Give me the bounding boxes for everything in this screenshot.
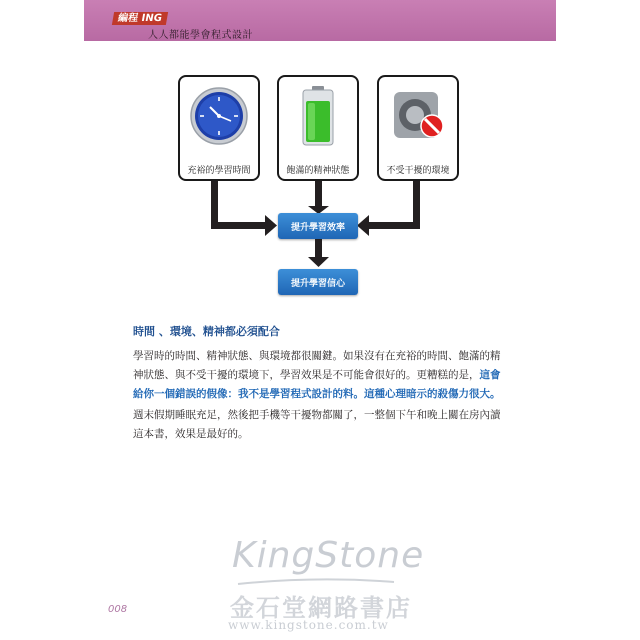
arrowhead-left	[357, 215, 369, 236]
arrow-left-down	[211, 181, 218, 228]
series-brand-tag: 編程 ING	[112, 12, 168, 25]
section-heading: 時間 、環境、精神都必須配合	[133, 325, 280, 338]
arrow-to-confidence	[315, 239, 322, 259]
paragraph-1-text: 學習時的時間、精神狀態、與環境都很關鍵。如果沒有在充裕的時間、飽滿的精神狀態、與不受干擾的環境下，學習效果是不可能會很好的。更糟糕的是，	[133, 350, 501, 381]
arrow-right-across	[368, 222, 420, 229]
arrow-right-down	[413, 181, 420, 228]
card-caption: 充裕的學習時間	[187, 166, 251, 176]
watermark-url: www.kingstone.com.tw	[228, 618, 389, 632]
page-number: 008	[108, 604, 128, 615]
paragraph-1	[133, 347, 509, 404]
arrow-left-across	[211, 222, 267, 229]
card-study-time	[178, 75, 260, 181]
box-improve-efficiency: 提升學習效率	[278, 213, 358, 239]
clock-icon	[188, 83, 250, 149]
watermark-logo: KingStone	[232, 535, 425, 576]
muted-speaker-icon	[387, 83, 449, 149]
paragraph-2: 週末假期睡眠充足，然後把手機等干擾物都關了，一整個下午和晚上關在房內讀這本書，效果是最好的。	[133, 409, 501, 440]
arrowhead-down-2	[308, 257, 329, 267]
book-title: 人人都能學會程式設計	[148, 30, 253, 41]
paragraph-1-highlight: 這會給你一個錯誤的假像：我不是學習程式設計的料。這種心理暗示的殺傷力很大。	[133, 369, 501, 400]
card-caption: 不受干擾的環境	[386, 166, 450, 176]
watermark-swoosh	[236, 578, 396, 586]
arrow-center-down	[315, 181, 322, 209]
card-energy	[277, 75, 359, 181]
watermark-store-name: 金石堂網路書店	[230, 593, 412, 622]
card-caption: 飽滿的精神狀態	[286, 166, 350, 176]
battery-icon	[287, 83, 349, 149]
box-improve-confidence: 提升學習信心	[278, 269, 358, 295]
arrowhead-right	[265, 215, 277, 236]
card-quiet-env	[377, 75, 459, 181]
